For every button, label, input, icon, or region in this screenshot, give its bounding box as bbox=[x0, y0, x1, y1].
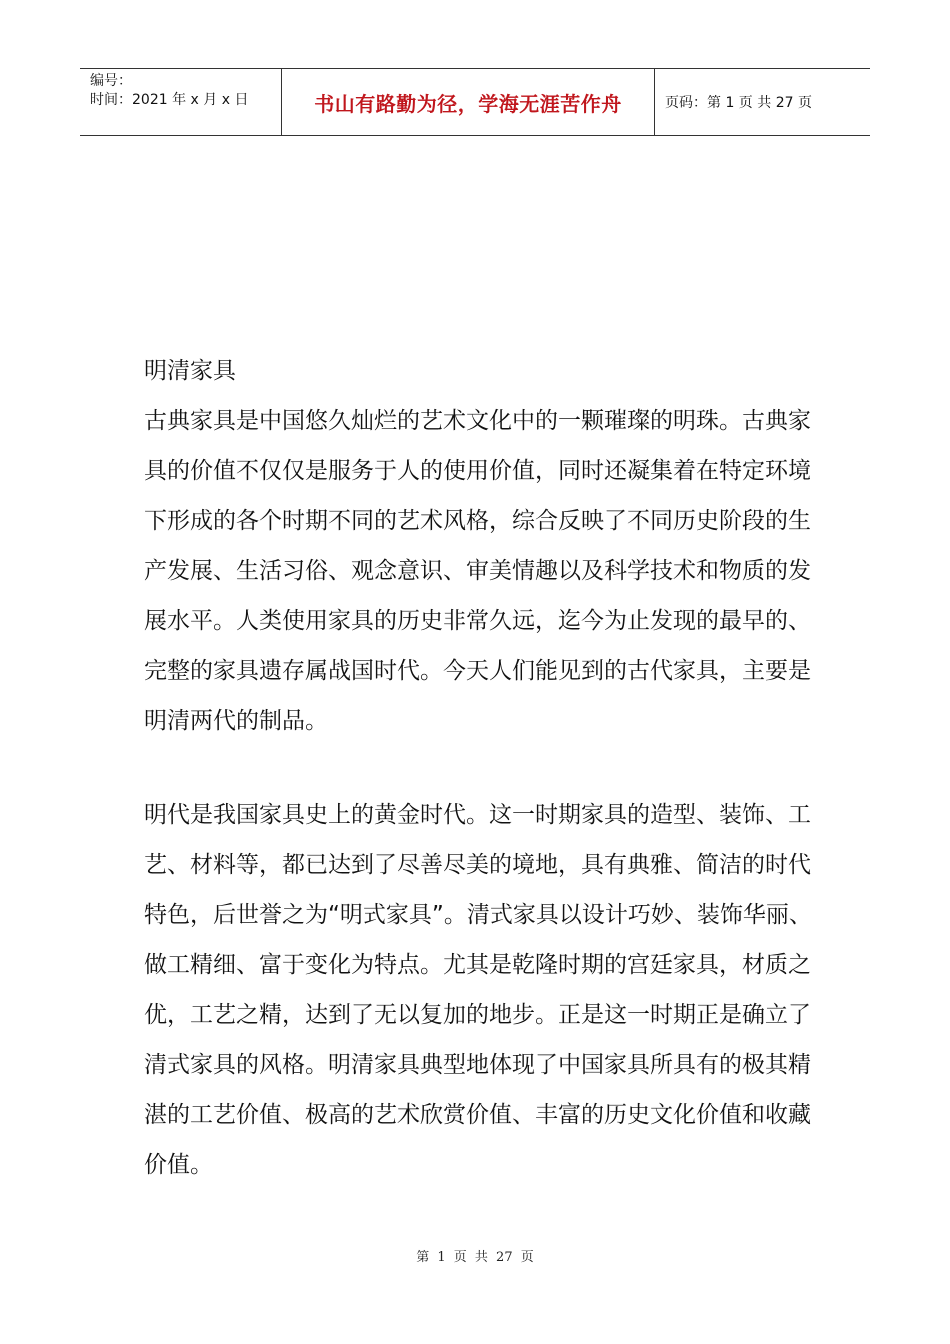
time-label: 时间：2021 年 x 月 x 日 bbox=[90, 92, 249, 108]
document-body bbox=[144, 346, 824, 1190]
paragraph-2: 明代是我国家具史上的黄金时代。这一时期家具的造型、装饰、工艺、材料等，都已达到了尽善尽美的境地，具有典雅、简洁的时代特色，后世誉之为“明式家具”。清式家具以设计巧妙、装饰华丽、做工精细、富于变化为特点。尤其是乾隆时期的宫廷家具，材质之优，工艺之精，达到了无以复加的地步。正是这一时期正是确立了清式家具的风格。明清家具典型地体现了中国家具所具有的极其精湛的工艺价值、极高的艺术欣赏价值、丰富的历史文化价值和收藏价值。 bbox=[144, 802, 812, 1178]
document-title: 明清家具 bbox=[144, 358, 236, 384]
header-motto-cell bbox=[282, 69, 655, 135]
number-label: 编号： bbox=[90, 73, 132, 89]
motto-text: 书山有路勤为径，学海无涯苦作舟 bbox=[314, 91, 622, 116]
header-table bbox=[80, 68, 870, 136]
header-page-cell bbox=[655, 69, 870, 135]
header-meta-cell bbox=[80, 69, 282, 135]
page-footer: 第 1 页 共 27 页 bbox=[416, 1250, 534, 1265]
page-info: 页码：第 1 页 共 27 页 bbox=[665, 95, 812, 111]
paragraph-1: 古典家具是中国悠久灿烂的艺术文化中的一颗璀璨的明珠。古典家具的价值不仅仅是服务于人的使用价值，同时还凝集着在特定环境下形成的各个时期不同的艺术风格，综合反映了不同历史阶段的生产发展、生活习俗、观念意识、审美情趣以及科学技术和物质的发展水平。人类使用家具的历史非常久远，迄今为止发现的最早的、完整的家具遗存属战国时代。今天人们能见到的古代家具，主要是明清两代的制品。 bbox=[144, 408, 811, 734]
paragraph-gap bbox=[144, 746, 824, 790]
